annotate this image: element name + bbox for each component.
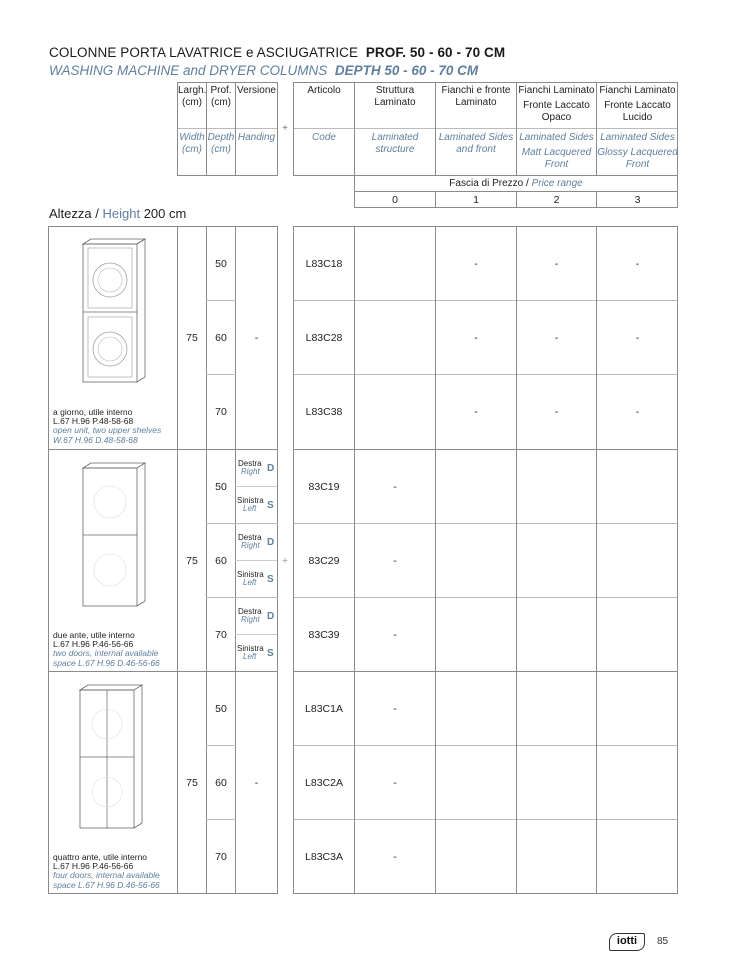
price-cell: - (554, 258, 559, 270)
code-cell: L83C3A (305, 851, 343, 863)
price-cell: - (474, 332, 478, 344)
header-col2-en: Laminated Sides Matt Lacquered Front (519, 132, 594, 170)
two-doors-illustration (75, 462, 165, 612)
price-cell: - (393, 629, 397, 641)
header-col1-en: Laminated Sides and front (438, 132, 514, 155)
header-version-label: Versione (237, 85, 276, 96)
header-col0: Struttura Laminato (374, 85, 416, 108)
handing-s-letter: S (267, 500, 274, 511)
header-col2: Fianchi Laminato Fronte Laccato Opaco (518, 85, 595, 123)
header-col3-en: Laminated Sides Glossy Lacquered Front (597, 132, 678, 170)
open-unit-illustration (75, 238, 165, 388)
group2-plus: + (281, 555, 289, 567)
handing-d-letter: D (267, 463, 275, 474)
price-cell: - (635, 406, 640, 418)
depth-cell: 70 (215, 406, 227, 418)
code-cell: L83C2A (305, 777, 343, 789)
price-range-label: Fascia di Prezzo / Price range (449, 178, 583, 189)
price-cell: - (474, 258, 478, 270)
header-col0-en: Laminated structure (371, 132, 419, 155)
four-doors-illustration (72, 684, 162, 834)
code-cell: L83C28 (305, 332, 343, 344)
header-col3: Fianchi Laminato Fronte Laccato Lucido (599, 85, 676, 123)
header-handing-en: Handing (237, 132, 276, 143)
page-title: COLONNE PORTA LAVATRICE e ASCIUGATRICE PROF. 50 - 60 - 70 CM (49, 45, 506, 60)
code-cell: L83C38 (305, 406, 343, 418)
page-subtitle: WASHING MACHINE and DRYER COLUMNS DEPTH 50 - 60 - 70 CM (49, 63, 479, 78)
price-cell: - (393, 703, 397, 715)
group3-version: - (254, 777, 259, 789)
group3-width: 75 (186, 777, 198, 789)
price-range-2: 2 (553, 194, 560, 206)
code-cell: L83C1A (305, 703, 343, 715)
handing-left: Sinistra Left (237, 570, 264, 587)
handing-right: Destra Right (238, 459, 262, 476)
handing-left: Sinistra Left (237, 644, 264, 661)
header-articolo: Articolo (307, 85, 341, 96)
code-cell: 83C29 (308, 555, 340, 567)
price-range-3: 3 (634, 194, 641, 206)
depth-cell: 60 (215, 777, 227, 789)
header-width-label: Largh. (cm) (178, 85, 207, 108)
price-range-0: 0 (392, 194, 398, 206)
header-depth-en: Depth (cm) (207, 132, 235, 155)
depth-cell: 50 (215, 703, 227, 715)
handing-d-letter: D (267, 537, 275, 548)
handing-s-letter: S (267, 574, 274, 585)
group2-description: due ante, utile interno L.67 H.96 P.46-56-66 two doors, internal available space L.67 H.96 D.46-56-66 (53, 630, 160, 668)
price-cell: - (635, 258, 640, 270)
price-cell: - (393, 555, 397, 567)
code-cell: 83C39 (308, 629, 340, 641)
price-cell: - (635, 332, 640, 344)
price-cell: - (393, 777, 397, 789)
header-col1: Fianchi e fronte Laminato (441, 85, 511, 108)
depth-cell: 70 (215, 629, 227, 641)
handing-right: Destra Right (238, 533, 262, 550)
price-cell: - (393, 481, 397, 493)
height-label: Altezza / Height 200 cm (49, 206, 187, 221)
depth-cell: 60 (215, 332, 227, 344)
group3-description: quattro ante, utile interno L.67 H.96 P.46-56-66 four doors, internal available space L.67 H.96 D.46-56-66 (53, 852, 160, 890)
page-number: 85 (657, 936, 669, 947)
price-cell: - (474, 406, 478, 418)
group1-version: - (254, 332, 259, 344)
code-cell: L83C18 (305, 258, 343, 270)
price-range-1: 1 (473, 194, 479, 206)
price-cell: - (393, 851, 397, 863)
handing-d-letter: D (267, 611, 275, 622)
price-cell: - (554, 332, 559, 344)
header-width-en: Width (cm) (179, 132, 205, 155)
header-plus: + (282, 123, 288, 134)
header-code: Code (312, 132, 336, 143)
group1-description: a giorno, utile interno L.67 H.96 P.48-58-68 open unit, two upper shelves W.67 H.96 D.48-58-68 (53, 407, 162, 445)
price-cell: - (554, 406, 559, 418)
code-cell: 83C19 (308, 481, 340, 493)
depth-cell: 70 (215, 851, 227, 863)
depth-cell: 50 (215, 258, 227, 270)
handing-left: Sinistra Left (237, 496, 264, 513)
header-depth-label: Prof. (cm) (210, 85, 232, 108)
group1-width: 75 (186, 332, 198, 344)
handing-s-letter: S (267, 648, 274, 659)
depth-cell: 50 (215, 481, 227, 493)
brand-logo: iotti (609, 933, 645, 951)
depth-cell: 60 (215, 555, 227, 567)
handing-right: Destra Right (238, 607, 262, 624)
group2-width: 75 (186, 555, 198, 567)
